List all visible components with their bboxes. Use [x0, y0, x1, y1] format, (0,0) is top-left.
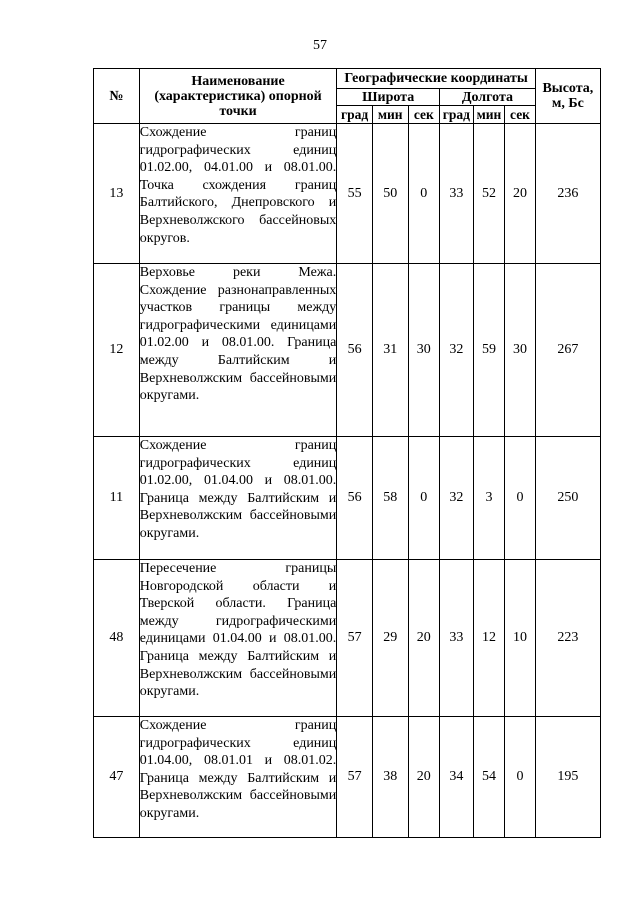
cell-lat-deg: 56 — [337, 437, 373, 560]
cell-lon-deg: 33 — [440, 124, 474, 264]
header-lon-deg: град — [440, 106, 474, 124]
cell-lon-min: 12 — [473, 560, 505, 717]
cell-height: 223 — [535, 560, 600, 717]
page-number: 57 — [313, 38, 327, 53]
header-lon-min: мин — [473, 106, 505, 124]
cell-lat-min: 58 — [372, 437, 408, 560]
cell-lon-sec: 0 — [505, 437, 536, 560]
coordinates-table — [93, 68, 601, 838]
cell-lat-deg: 57 — [337, 717, 373, 838]
cell-number: 11 — [94, 437, 140, 560]
cell-lon-sec: 30 — [505, 264, 536, 437]
cell-lat-deg: 57 — [337, 560, 373, 717]
cell-lat-sec: 20 — [408, 560, 440, 717]
cell-name: Верховье реки Межа. Схождение разнонаправленных участков границы между гидрографическими единицами 01.02.00 и 08.01.00. Граница между Балтийским и Верхневолжским бассейновыми округами. — [139, 264, 336, 437]
cell-lon-sec: 10 — [505, 560, 536, 717]
cell-lon-min: 52 — [473, 124, 505, 264]
table-row — [94, 264, 601, 437]
cell-lat-deg: 55 — [337, 124, 373, 264]
cell-lat-min: 31 — [372, 264, 408, 437]
cell-number: 12 — [94, 264, 140, 437]
cell-lon-deg: 33 — [440, 560, 474, 717]
table-row — [94, 560, 601, 717]
cell-lat-min: 29 — [372, 560, 408, 717]
header-name: Наименование (характеристика) опорной точки — [139, 69, 336, 124]
header-lat-deg: град — [337, 106, 373, 124]
header-lat-min: мин — [372, 106, 408, 124]
header-number: № — [94, 69, 140, 124]
cell-number: 13 — [94, 124, 140, 264]
cell-lon-deg: 32 — [440, 264, 474, 437]
cell-lon-deg: 34 — [440, 717, 474, 838]
cell-name: Схождение границ гидрографических единиц 01.02.00, 04.01.00 и 08.01.00. Точка схождения границ Балтийского, Днепровского и Верхневолжского бассейновых округов. — [139, 124, 336, 264]
table-row — [94, 437, 601, 560]
cell-lon-min: 3 — [473, 437, 505, 560]
header-height: Высота, м, Бс — [535, 69, 600, 124]
cell-lat-sec: 30 — [408, 264, 440, 437]
cell-height: 250 — [535, 437, 600, 560]
cell-lon-deg: 32 — [440, 437, 474, 560]
table-row — [94, 124, 601, 264]
cell-lat-sec: 20 — [408, 717, 440, 838]
cell-lat-min: 50 — [372, 124, 408, 264]
header-geo-coordinates: Географические координаты — [337, 69, 536, 89]
cell-height: 195 — [535, 717, 600, 838]
header-lat-sec: сек — [408, 106, 440, 124]
cell-lat-sec: 0 — [408, 437, 440, 560]
cell-lat-sec: 0 — [408, 124, 440, 264]
cell-number: 47 — [94, 717, 140, 838]
cell-lon-min: 59 — [473, 264, 505, 437]
header-latitude: Широта — [337, 89, 440, 106]
cell-name: Пересечение границы Новгородской области и Тверской области. Граница между гидрографическими единицами 01.04.00 и 08.01.00. Граница между Балтийским и Верхневолжским бассейновыми округами. — [139, 560, 336, 717]
cell-lon-sec: 0 — [505, 717, 536, 838]
cell-name: Схождение границ гидрографических единиц 01.04.00, 08.01.01 и 08.01.02. Граница между Балтийским и Верхневолжским бассейновыми округами. — [139, 717, 336, 838]
cell-name: Схождение границ гидрографических единиц 01.02.00, 01.04.00 и 08.01.00. Граница между Балтийским и Верхневолжским бассейновыми округами. — [139, 437, 336, 560]
table-row — [94, 717, 601, 838]
cell-lat-deg: 56 — [337, 264, 373, 437]
header-lon-sec: сек — [505, 106, 536, 124]
cell-lon-min: 54 — [473, 717, 505, 838]
cell-lat-min: 38 — [372, 717, 408, 838]
cell-lon-sec: 20 — [505, 124, 536, 264]
cell-height: 267 — [535, 264, 600, 437]
cell-height: 236 — [535, 124, 600, 264]
cell-number: 48 — [94, 560, 140, 717]
header-longitude: Долгота — [440, 89, 536, 106]
